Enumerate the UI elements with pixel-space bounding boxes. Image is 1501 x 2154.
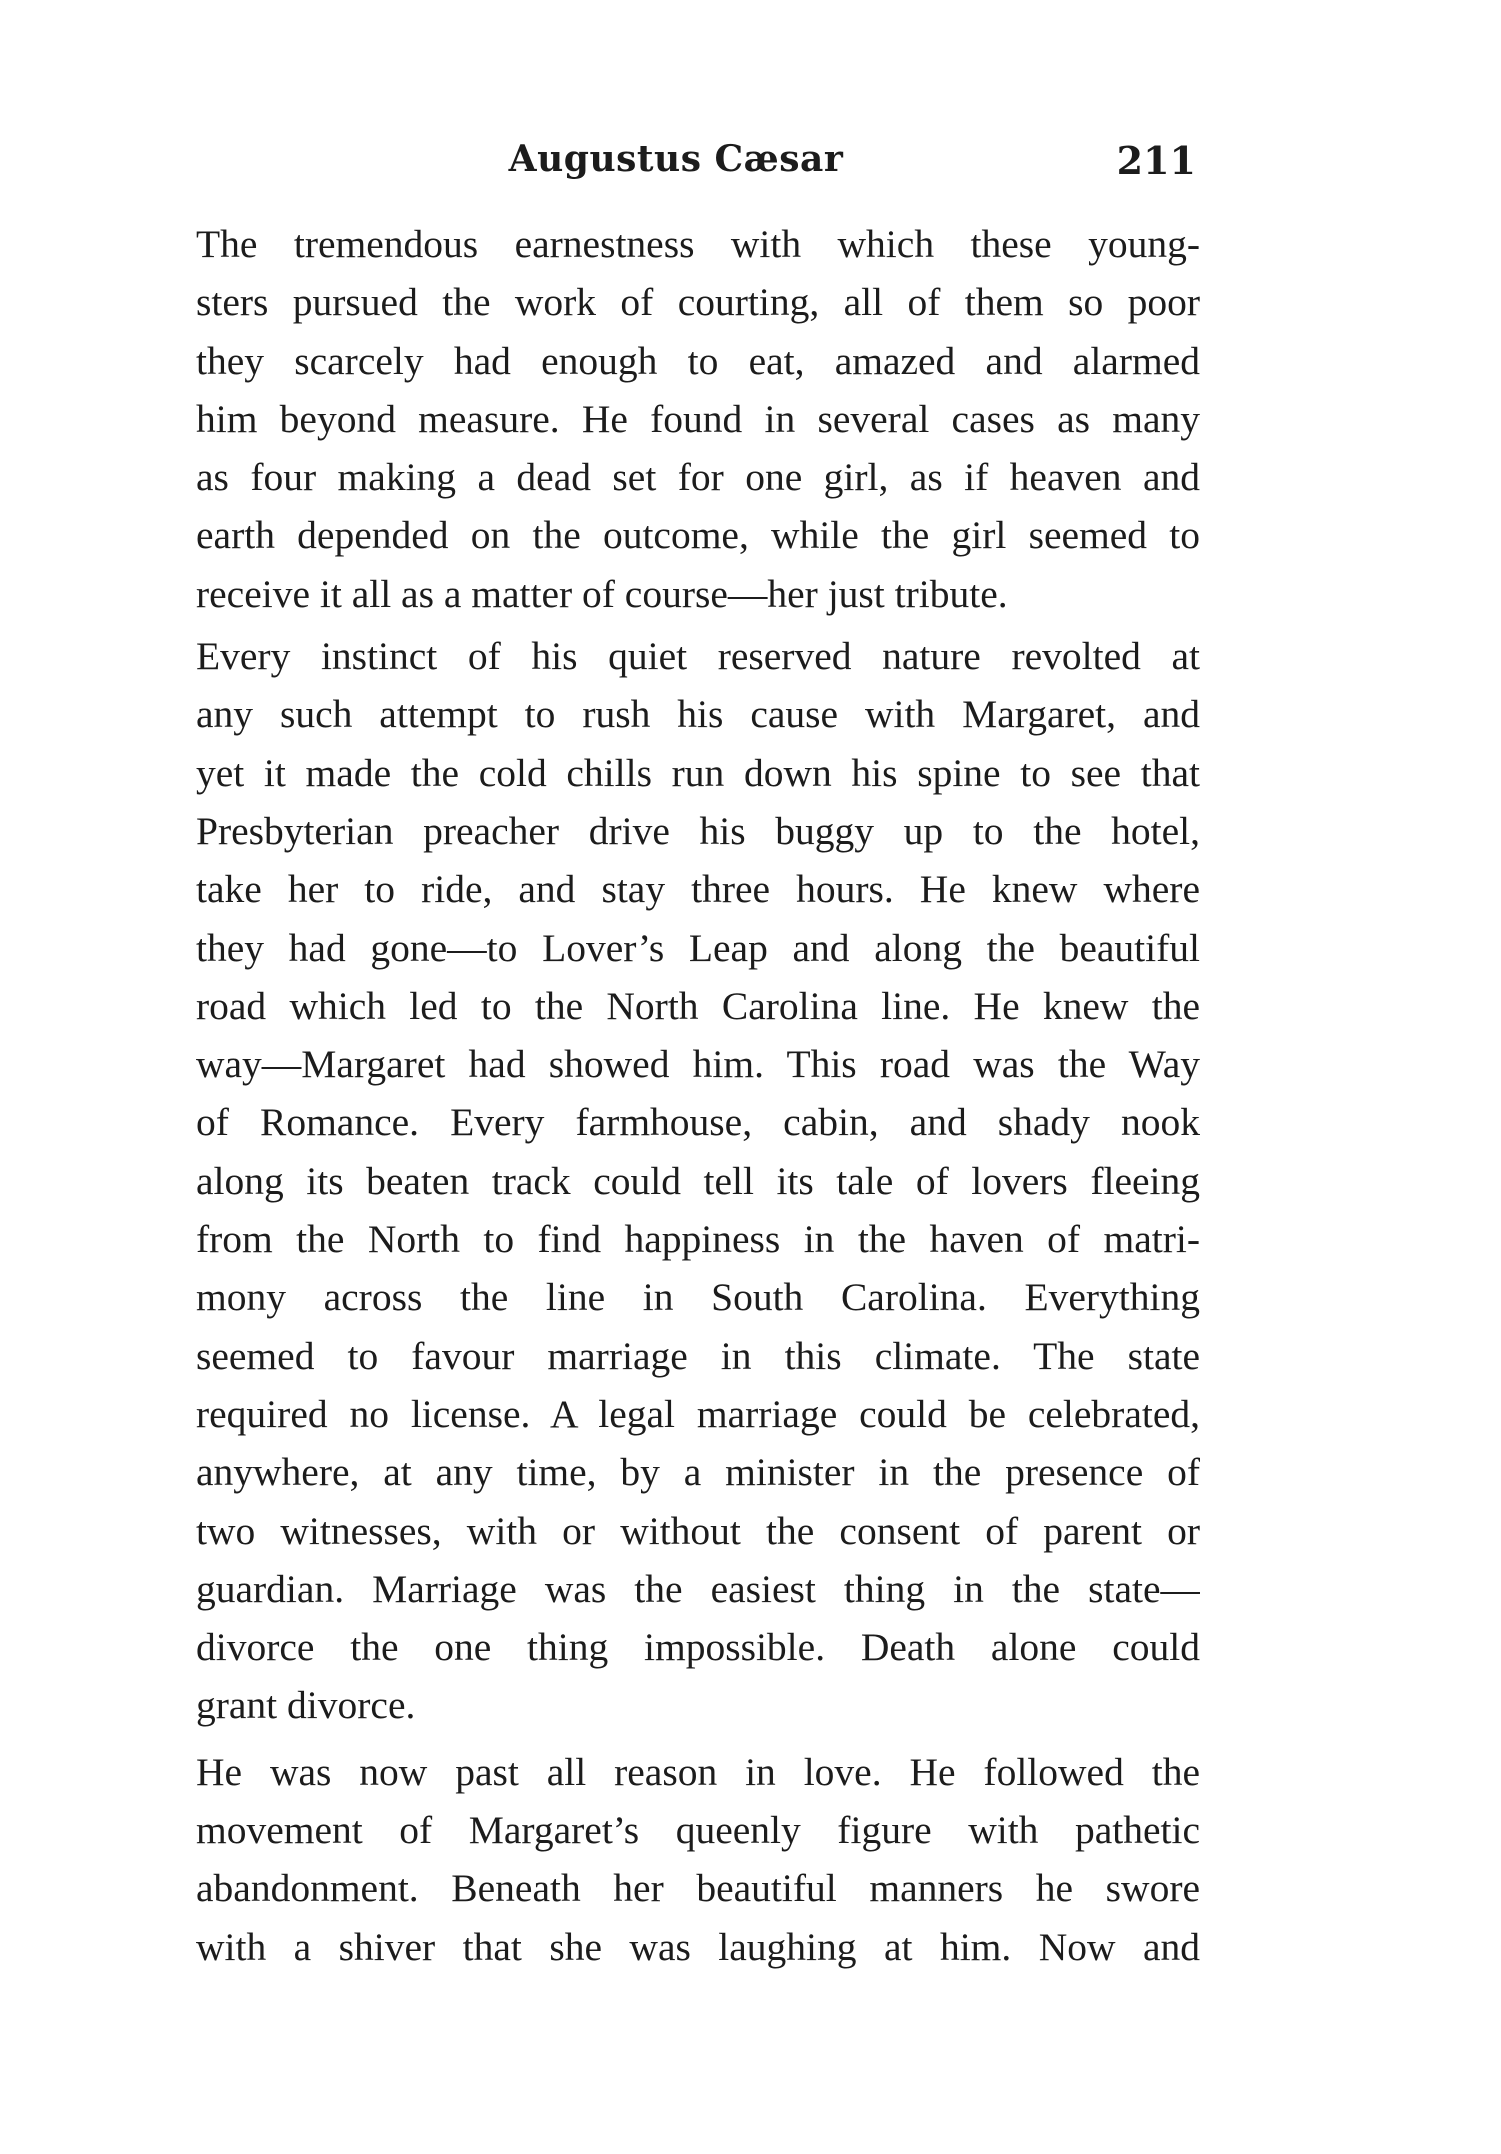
paragraph-1 (152, 215, 1200, 623)
text-line: along its beaten track could tell its tale of lovers fleeing (196, 1158, 1200, 1203)
text-line: as four making a dead set for one girl, as if heaven and (196, 455, 1200, 500)
text-line: any such attempt to rush his cause with Margaret, and (196, 692, 1200, 737)
text-line: movement of Margaret’s queenly figure with pathetic (196, 1808, 1200, 1853)
text-line: receive it all as a matter of course—her just tribute. (196, 571, 1008, 616)
text-line: seemed to favour marriage in this climate. The state (196, 1333, 1200, 1378)
text-line: way—Margaret had showed him. This road was the Way (196, 1042, 1200, 1087)
text-line: grant divorce. (196, 1683, 416, 1728)
text-line: He was now past all reason in love. He followed the (196, 1749, 1200, 1794)
text-line: take her to ride, and stay three hours. He knew where (196, 867, 1200, 912)
text-line: guardian. Marriage was the easiest thing in the state— (196, 1566, 1200, 1611)
text-line: required no license. A legal marriage could be celebrated, (196, 1391, 1200, 1436)
text-line: two witnesses, with or without the consent of parent or (196, 1508, 1200, 1553)
text-line: Every instinct of his quiet reserved nature revolted at (196, 634, 1200, 679)
text-line: road which led to the North Carolina line. He knew the (196, 983, 1200, 1028)
text-line: divorce the one thing impossible. Death alone could (196, 1625, 1200, 1670)
body-text (152, 215, 1200, 1976)
text-line: earth depended on the outcome, while the girl seemed to (196, 513, 1200, 558)
text-line: mony across the line in South Carolina. Everything (196, 1275, 1200, 1320)
running-title: Augustus Cæsar (508, 138, 844, 180)
text-line: him beyond measure. He found in several cases as many (196, 396, 1200, 441)
text-line: abandonment. Beneath her beautiful manners he swore (196, 1866, 1200, 1911)
text-line: with a shiver that she was laughing at him. Now and (196, 1924, 1200, 1969)
text-line: they scarcely had enough to eat, amazed and alarmed (196, 338, 1200, 383)
text-line: anywhere, at any time, by a minister in the presence of (196, 1450, 1200, 1495)
page-header (152, 138, 1200, 198)
text-line: Presbyterian preacher drive his buggy up to the hotel, (196, 808, 1200, 853)
text-line: sters pursued the work of courting, all of them so poor (196, 280, 1200, 325)
text-line: they had gone—to Lover’s Leap and along the beautiful (196, 925, 1200, 970)
text-line: from the North to find happiness in the haven of matri- (196, 1217, 1200, 1262)
text-line: of Romance. Every farmhouse, cabin, and shady nook (196, 1100, 1200, 1145)
text-line: yet it made the cold chills run down his spine to see that (196, 750, 1200, 795)
text-line: The tremendous earnestness with which these young- (196, 222, 1200, 266)
page-number: 211 (1116, 138, 1196, 183)
paragraph-3 (152, 1743, 1200, 1976)
paragraph-2 (152, 627, 1200, 1735)
